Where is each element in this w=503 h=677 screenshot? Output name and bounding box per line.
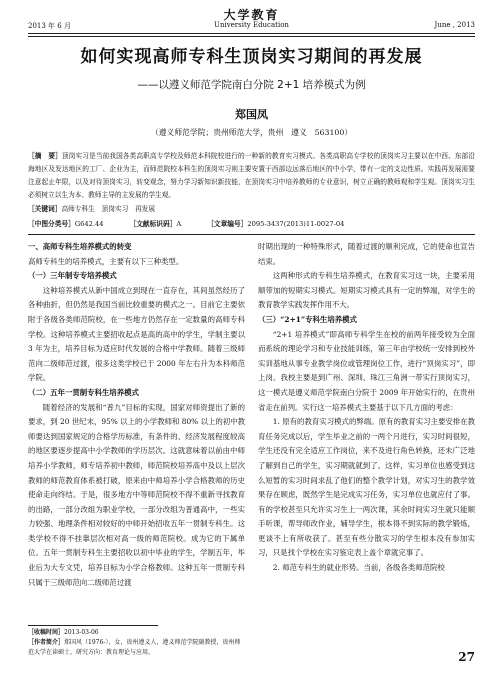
paragraph: 随着经济的发展和“普九”目标的实现，国家对师资提出了新的要求，到 20 世纪末，95% 以上的小学教师和 80% 以上的初中教师要达到国家规定的合格学历标准，有条件的、经济发展程度较高的地区要逐步提高中小学教师的学历层次。这就意味着以前由中师培养小学教师，师专培养初中教师，师范院校培养高中及以上层次教师的师范教育体系被打破，原来由中师培养小学合格教师的历史使命走向终结。于是，很多地方中等师范院校不得不重新寻找教育的出路，一部分改组为职业学校，一部分改组为普通高中，一些实力较强、地理条件相对较好的中师开始招收五年一贯制专科生。这类学校不得不挂靠层次相对高一级的师范院校。成为它的下属单位。五年一贯制专科生主要招收以初中毕业的学生，学制五年，毕业后为大专文凭，培养目标为小学合格教师。这种五年一贯制专科只属于三级师范向二级师范过渡 — [28, 402, 245, 587]
paragraph: 这种培养模式从新中国成立到现在一直存在，其间虽然经历了各种曲折，但仍然是我国当前比较重要的模式之一。目前它主要依附于各级各类师范院校，在一些地方仍然存在一定数量的高师专科学校。这种培养模式主要招收起点是高的高中的学生，学制主要以 3 年为主，培养目标为适应时代发展的合格中学教师。随着三级师范向二级师范过渡，很多这类学校已于 2000 年左右升为本科师范学院。 — [28, 285, 245, 383]
article-subtitle: ——以遵义师范学院南白分院 2+1 培养模式为例 — [137, 79, 366, 91]
footnote-rule — [28, 625, 158, 626]
document-code: ［文献标识码］A — [129, 220, 182, 228]
article-number: ［文章编号］2095-3437(2013)11-0027-04 — [207, 220, 345, 228]
issue-date-english: June , 2013 — [434, 21, 475, 29]
abstract-text: 顶岗实习是当前我国各类高职高专学校及师范本科院校进行的一种新的教育实习模式。各类高职高专学校的顶岗实习主要以在中西、东部沿海地区及发达地区的工厂、企业为主，而师范院校本科生的顶岗实习则主要安置于西部边远落后地区的中小学，带有一定的支边性质。实践再发展需要注意起止年限，以及对待顶岗实习，转变观念，努力学习新知识新技能，在顶岗实习中培养教师的专业意识，树立正确的教师观和学生观。顶岗实习生必须树立以生为本、教师主导的主发展的学生观。 — [28, 152, 475, 199]
subsection-heading: （二）五年一贯制专科生培养模式 — [28, 387, 139, 397]
keywords-label: ［关键词］ — [28, 205, 62, 213]
keywords — [28, 203, 475, 213]
keywords-text: 高师专科生 顶岗实习 再发展 — [61, 205, 156, 213]
footnote — [28, 625, 245, 658]
paragraph: 高师专科生的培养模式，主要有以下三种类型。 — [28, 256, 184, 266]
article-title: 如何实现高师专科生顶岗实习期间的再发展 — [80, 47, 423, 67]
subsection-heading: （一）三年制专专培养模式 — [28, 271, 117, 281]
issue-date-chinese: 2013 年 6 月 — [28, 22, 71, 30]
author-affiliation: （遵义师范学院；贵州师范大学，贵州 遵义 563100） — [150, 128, 353, 137]
paragraph: 2. 师范专科生的就业形势。当前，各级各类师范院校 — [272, 563, 445, 573]
section-heading: 一、高师专科生培养模式的转变 — [28, 242, 132, 251]
journal-logo: 大学教育 — [223, 8, 280, 22]
paragraph: 这两种形式的专科生培养模式，在教育实习这一块，主要采用顺带加的短期实习模式。短期实习模式具有一定的弊端，对学生的教育教学实践发挥作用不大。 — [258, 271, 475, 310]
running-header — [28, 6, 475, 36]
left-column — [28, 240, 245, 590]
article-author: 郑国凤 — [235, 108, 268, 121]
subsection-heading: （三）“2+1”专科生培养模式 — [258, 314, 357, 324]
paragraph: “2+1 培养模式”即高师专科学生在校的前两年接受较为全面而系统的理论学习和专业技能训练，第三年由学校统一安排到校外实训基地从事专业教学岗位或管理岗位工作，进行“顶岗实习”，即上岗。我校主要是到广州、深圳、珠江三角洲一带实行顶岗实习，这一模式是遵义师范学院南白分院于 2009 年开始实行的，在贵州省走在前列。实行这一培养模式主要基于以下几方面的考虑： — [258, 329, 475, 412]
abstract — [28, 150, 475, 202]
right-column — [258, 240, 475, 576]
paragraph: 1. 原有的教育实习模式的弊端。原有的教育实习主要安排在教育任务完成以后，学生毕业之前的一两个月进行，实习时间很短，学生还没有完全适应工作岗位，来不及进行角色转换，还未广泛地了解到自己的学生，实习期就就到了。这样，实习单位也感受到这么短暂的实习时间求乱了他们的整个教学计划，对实习生的教学效果存在顾虑，既然学生是完成实习任务，实习单位也就应付了事。有的学校甚至只允许实习生上一两次课，其余时间实习生就只能顺手听课，帮导师改作业，辅导学生，根本得不到实际的教学锻炼，更谈不上有所收获了。甚至有些分散实习的学生根本没有参加实习，只是找个学校在实习鉴定表上盖个章就完事了。 — [258, 417, 475, 558]
page-number: 27 — [458, 650, 475, 664]
abstract-label: ［摘 要］ — [28, 152, 62, 160]
clc-number: ［中图分类号］G642.44 — [28, 220, 104, 228]
received-date: ［收稿时间］2013-03-06 — [28, 629, 99, 636]
paragraph: 时期出现的一种特殊形式，随着过渡的顺利完成，它的使命也宣告结束。 — [258, 242, 475, 266]
header-rule-thin — [28, 36, 475, 37]
header-rule-thick — [28, 33, 475, 34]
classification-line — [28, 218, 475, 228]
journal-name: University Education — [214, 21, 289, 29]
abstract-divider — [28, 234, 475, 235]
author-bio: ［作者简介］郑国风（1976-），女，贵州遵义人，遵义师范学院副教授，贵州师范大学在读硕士，研究方向：教育理论与应用。 — [28, 639, 241, 656]
